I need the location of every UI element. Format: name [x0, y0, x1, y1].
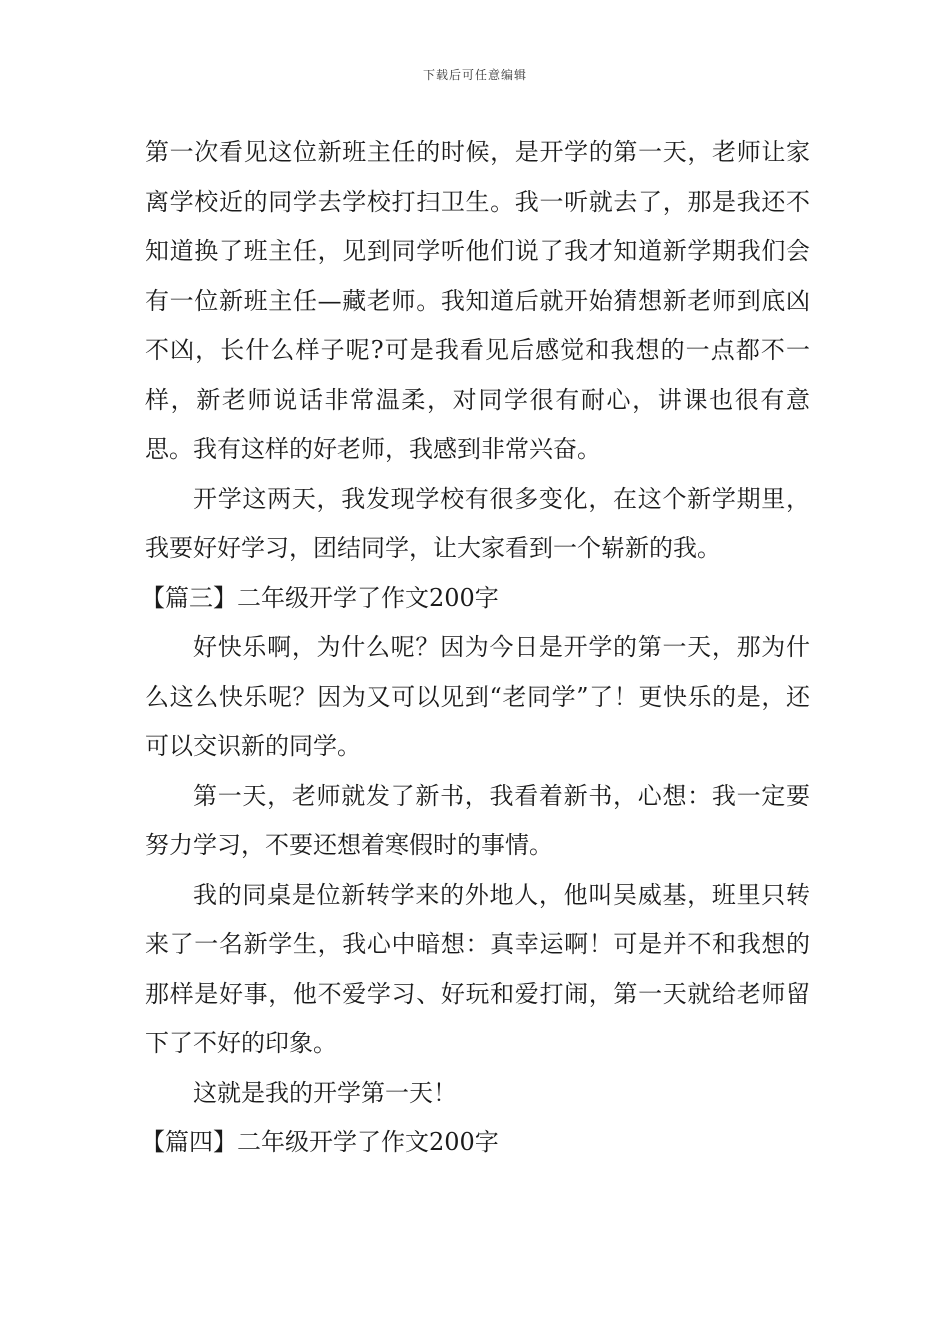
page-header: 下载后可任意编辑	[422, 68, 527, 82]
paragraph-intro: 第一次看见这位新班主任的时候，是开学的第一天，老师让家离学校近的同学去学校打扫卫生。我一听就去了，那是我还不知道换了班主任，见到同学听他们说了我才知道新学期我们会有一位新班主任—藏老师。我知道后就开始猜想新老师到底凶不凶，长什么样子呢?可是我看见后感觉和我想的一点都不一样，新老师说话非常温柔，对同学很有耐心，讲课也很有意思。我有这样的好老师，我感到非常兴奋。	[145, 138, 810, 463]
paragraph-deskmate: 我的同桌是位新转学来的外地人，他叫吴威基，班里只转来了一名新学生，我心中暗想：真幸运啊！可是并不和我想的那样是好事，他不爱学习、好玩和爱打闹，第一天就给老师留下了不好的印象。	[145, 880, 810, 1057]
paragraph-happy: 好快乐啊，为什么呢？因为今日是开学的第一天，那为什么这么快乐呢？因为又可以见到“老同学”了！更快乐的是，还可以交识新的同学。	[145, 633, 810, 760]
document-body	[141, 128, 810, 1168]
section-heading-4: 【篇四】二年级开学了作文200字	[141, 1128, 499, 1156]
paragraph-new-semester: 开学这两天，我发现学校有很多变化，在这个新学期里，我要好好学习，团结同学，让大家看到一个崭新的我。	[145, 484, 810, 562]
paragraph-closing: 这就是我的开学第一天！	[193, 1078, 457, 1107]
paragraph-new-books: 第一天，老师就发了新书，我看着新书，心想：我一定要努力学习，不要还想着寒假时的事情。	[145, 781, 810, 859]
section-heading-3: 【篇三】二年级开学了作文200字	[141, 583, 499, 612]
